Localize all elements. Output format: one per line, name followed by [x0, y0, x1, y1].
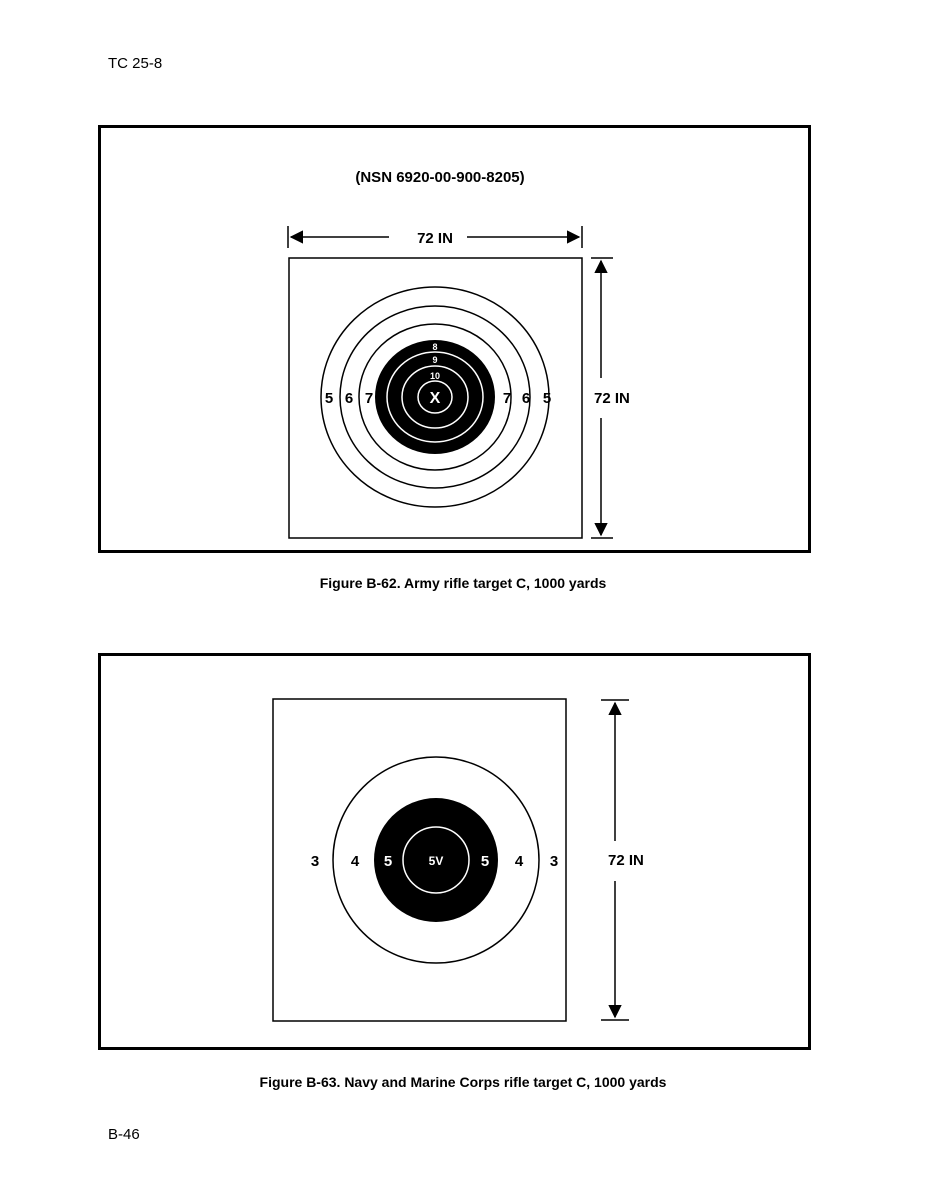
height-label: 72 IN — [594, 390, 630, 407]
ring-label-right-7: 7 — [502, 390, 512, 407]
document-id: TC 25-8 — [108, 55, 163, 72]
ring-label-9: 9 — [432, 355, 438, 365]
figure-b62-caption: Figure B-62. Army rifle target C, 1000 yards — [319, 575, 607, 591]
page-number: B-46 — [108, 1126, 140, 1143]
ring-label-right-5: 5 — [542, 390, 552, 407]
figure-b63-frame — [98, 653, 811, 1050]
ring-label-right-6: 6 — [521, 390, 531, 407]
nsn-label: (NSN 6920-00-900-8205) — [355, 169, 525, 186]
height-label: 72 IN — [608, 852, 644, 869]
ring-label-left-5: 5 — [324, 390, 334, 407]
center-label-x: X — [429, 390, 441, 407]
navy-target-diagram — [101, 656, 808, 1047]
figure-b62-frame — [98, 125, 811, 553]
figure-b63-caption: Figure B-63. Navy and Marine Corps rifle target C, 1000 yards — [259, 1074, 667, 1090]
ring-label-right-3: 3 — [549, 853, 559, 870]
ring-label-right-5: 5 — [480, 853, 490, 870]
ring-label-left-3: 3 — [310, 853, 320, 870]
army-target-diagram — [101, 128, 808, 550]
ring-label-left-4: 4 — [350, 853, 360, 870]
center-label-5v: 5V — [428, 854, 444, 868]
ring-label-left-6: 6 — [344, 390, 354, 407]
ring-label-right-4: 4 — [514, 853, 524, 870]
ring-label-8: 8 — [432, 342, 438, 352]
ring-label-10: 10 — [429, 371, 441, 381]
ring-label-left-7: 7 — [364, 390, 374, 407]
ring-label-left-5: 5 — [383, 853, 393, 870]
width-label: 72 IN — [417, 230, 453, 247]
